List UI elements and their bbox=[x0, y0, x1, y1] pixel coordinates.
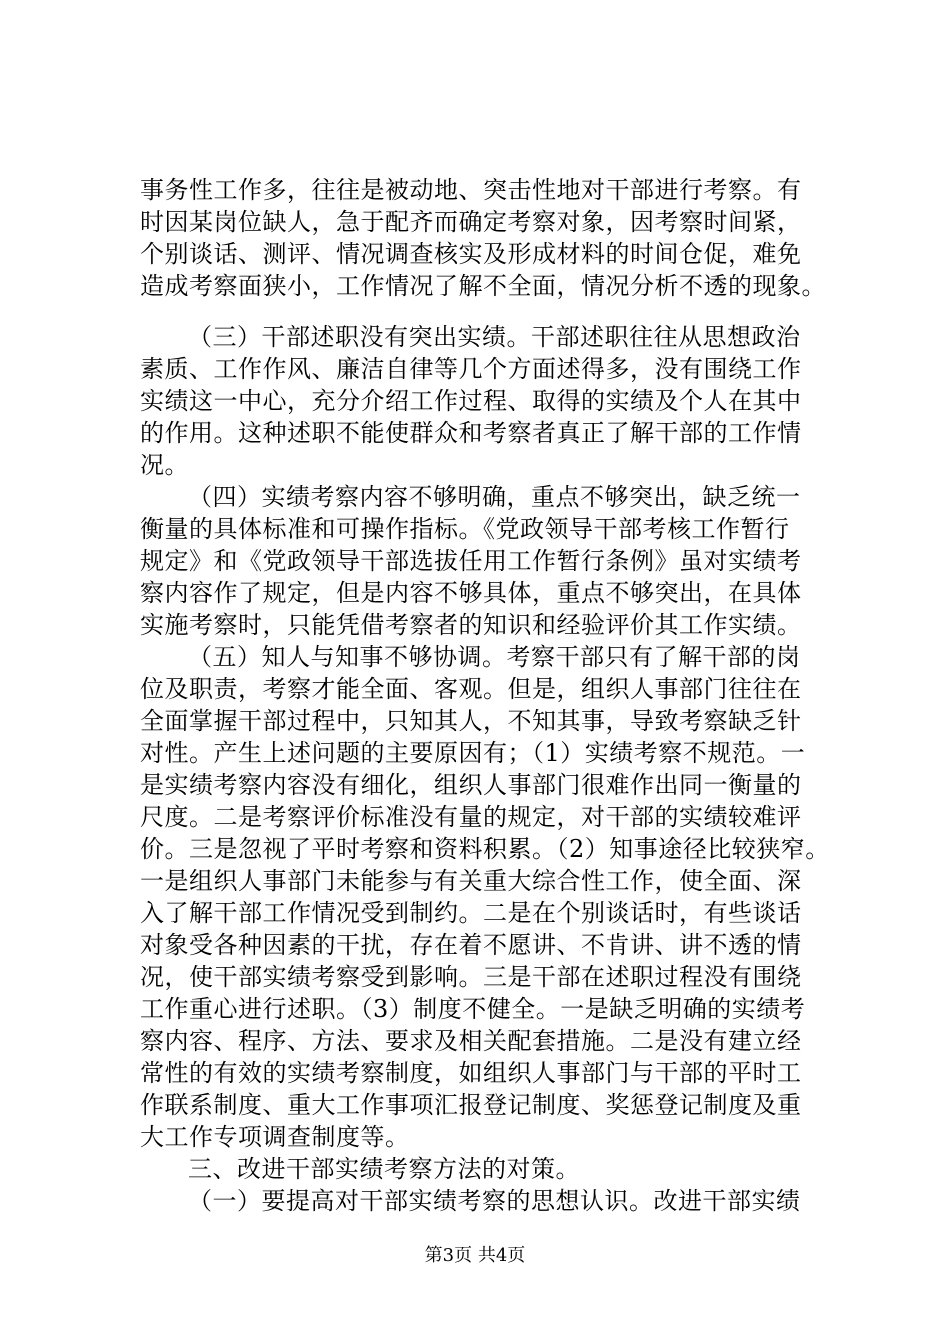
text-line: 时因某岗位缺人，急于配齐而确定考察对象，因考察时间紧， bbox=[140, 208, 802, 236]
text-line: 对象受各种因素的干扰，存在着不愿讲、不肯讲、讲不透的情 bbox=[140, 931, 802, 959]
text-line: 察内容、程序、方法、要求及相关配套措施。二是没有建立经 bbox=[140, 1027, 802, 1055]
text-line: 工作重心进行述职。（3）制度不健全。一是缺乏明确的实绩考 bbox=[140, 995, 806, 1023]
text-line: 况，使干部实绩考察受到影响。三是干部在述职过程没有围绕 bbox=[140, 963, 802, 991]
text-line: 尺度。二是考察评价标准没有量的规定，对干部的实绩较难评 bbox=[140, 803, 802, 831]
text-line: 规定》和《党政领导干部选拔任用工作暂行条例》虽对实绩考 bbox=[140, 547, 802, 575]
text-line: 全面掌握干部过程中，只知其人，不知其事，导致考察缺乏针 bbox=[140, 707, 802, 735]
text-line: （五）知人与知事不够协调。考察干部只有了解干部的岗 bbox=[188, 643, 801, 671]
page-footer: 第3页 共4页 bbox=[424, 1245, 526, 1266]
text-line: （一）要提高对干部实绩考察的思想认识。改进干部实绩 bbox=[188, 1187, 801, 1215]
text-line: 对性。产生上述问题的主要原因有；（1）实绩考察不规范。一 bbox=[140, 739, 806, 767]
text-line: 察内容作了规定，但是内容不够具体，重点不够突出，在具体 bbox=[140, 579, 802, 607]
text-line: 实绩这一中心，充分介绍工作过程、取得的实绩及个人在其中 bbox=[140, 387, 802, 415]
text-line: 个别谈话、测评、情况调查核实及形成材料的时间仓促，难免 bbox=[140, 240, 802, 268]
text-line: 价。三是忽视了平时考察和资料积累。（2）知事途径比较狭窄。 bbox=[140, 835, 830, 863]
text-line: 位及职责，考察才能全面、客观。但是，组织人事部门往往在 bbox=[140, 675, 802, 703]
text-line: （三）干部述职没有突出实绩。干部述职往往从思想政治 bbox=[188, 323, 801, 351]
text-line: 常性的有效的实绩考察制度，如组织人事部门与干部的平时工 bbox=[140, 1059, 802, 1087]
text-line: 况。 bbox=[140, 451, 189, 479]
text-line: 实施考察时，只能凭借考察者的知识和经验评价其工作实绩。 bbox=[140, 611, 802, 639]
text-line: 的作用。这种述职不能使群众和考察者真正了解干部的工作情 bbox=[140, 419, 802, 447]
text-line: 事务性工作多，往往是被动地、突击性地对干部进行考察。有 bbox=[140, 176, 802, 204]
text-line: 作联系制度、重大工作事项汇报登记制度、奖惩登记制度及重 bbox=[140, 1091, 802, 1119]
section-heading: 三、改进干部实绩考察方法的对策。 bbox=[188, 1155, 580, 1183]
text-line: 大工作专项调查制度等。 bbox=[140, 1123, 410, 1151]
text-line: 一是组织人事部门未能参与有关重大综合性工作，使全面、深 bbox=[140, 867, 802, 895]
text-line: 造成考察面狭小，工作情况了解不全面，情况分析不透的现象。 bbox=[140, 272, 826, 300]
text-line: 素质、工作作风、廉洁自律等几个方面述得多，没有围绕工作 bbox=[140, 355, 802, 383]
text-line: （四）实绩考察内容不够明确，重点不够突出，缺乏统一 bbox=[188, 483, 801, 511]
text-line: 是实绩考察内容没有细化，组织人事部门很难作出同一衡量的 bbox=[140, 771, 802, 799]
text-line: 入了解干部工作情况受到制约。二是在个别谈话时，有些谈话 bbox=[140, 899, 802, 927]
text-line: 衡量的具体标准和可操作指标。《党政领导干部考核工作暂行 bbox=[140, 515, 790, 543]
